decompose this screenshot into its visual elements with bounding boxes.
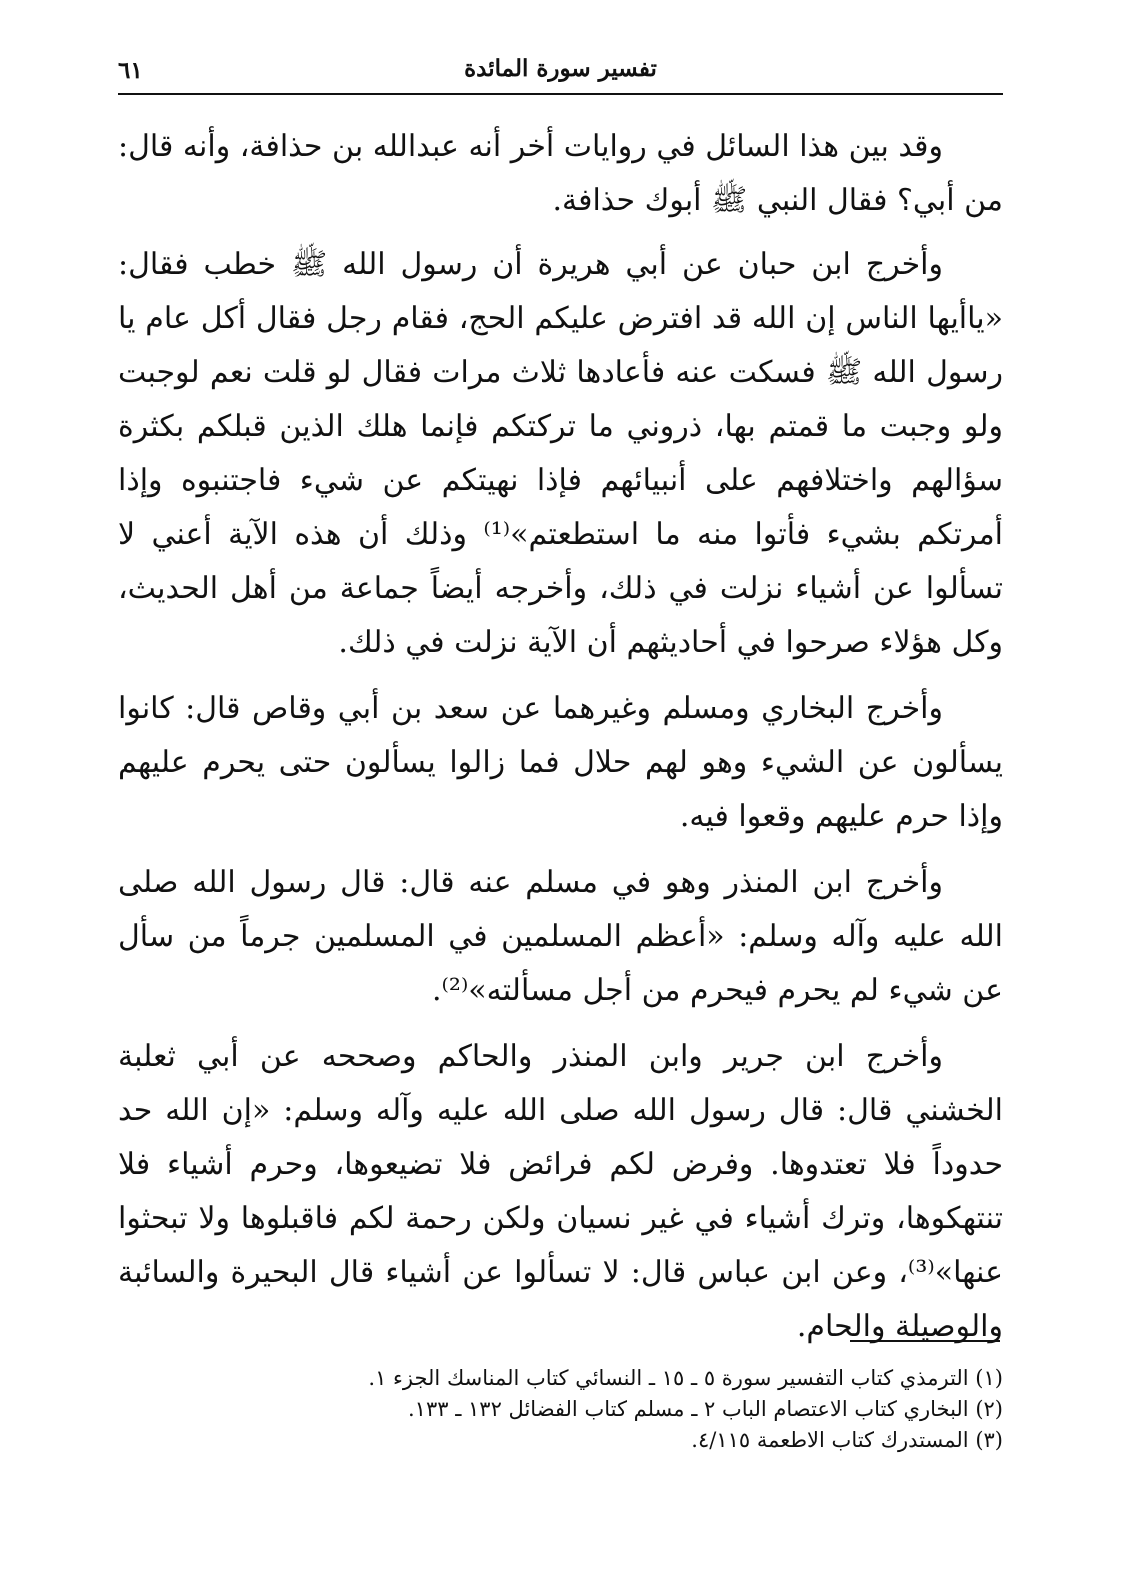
paragraph: وقد بين هذا السائل في روايات أخر أنه عبدالله بن حذافة، وأنه قال: من أبي؟ فقال النبي ﷺ أبوك حذافة.: [118, 129, 1003, 218]
footnote: (٣) المستدرك كتاب الاطعمة ٤/١١٥.: [691, 1428, 1003, 1452]
paragraph: وأخرج ابن المنذر وهو في مسلم عنه قال: قال رسول الله صلى الله عليه وآله وسلم: «أعظم المسلمين في المسلمين جرماً من سأل عن شيء لم يحرم فيحرم من أجل مسألته»⁽²⁾.: [118, 865, 1003, 1008]
footnotes: [118, 1363, 1003, 1456]
main-text: [118, 120, 1003, 1366]
footnote-divider: [850, 1340, 1000, 1342]
footnote: (٢) البخاري كتاب الاعتصام الباب ٢ ـ مسلم كتاب الفضائل ١٣٢ ـ ١٣٣.: [407, 1397, 1003, 1421]
paragraph: وأخرج ابن جرير وابن المنذر والحاكم وصححه عن أبي ثعلبة الخشني قال: قال رسول الله صلى الله عليه وآله وسلم: «إن الله حد حدوداً فلا تعتدوها. وفرض لكم فرائض فلا تضيعوها، وحرم أشياء فلا تنتهكوها، وترك أشياء في غير نسيان ولكن رحمة لكم فاقبلوها ولا تبحثوا عنها»⁽³⁾، وعن ابن عباس قال: لا تسألوا عن أشياء قال البحيرة والسائبة والوصيلة والحام.: [118, 1039, 1003, 1344]
paragraph: وأخرج ابن حبان عن أبي هريرة أن رسول الله ﷺ خطب فقال: «ياأيها الناس إن الله قد افترض عليكم الحج، فقام رجل فقال أكل عام يا رسول الله ﷺ فسكت عنه فأعادها ثلاث مرات فقال لو قلت نعم لوجبت ولو وجبت ما قمتم بها، ذروني ما تركتكم فإنما هلك الذين قبلكم بكثرة سؤالهم واختلافهم على أنبيائهم فإذا نهيتكم عن شيء فاجتنبوه وإذا أمرتكم بشيء فأتوا منه ما استطعتم»⁽¹⁾ وذلك أن هذه الآية أعني لا تسألوا عن أشياء نزلت في ذلك، وأخرجه أيضاً جماعة من أهل الحديث، وكل هؤلاء صرحوا في أحاديثهم أن الآية نزلت في ذلك.: [118, 247, 1003, 660]
header-divider: [118, 93, 1003, 95]
running-title: تفسير سورة المائدة: [464, 55, 657, 82]
footnote: (١) الترمذي كتاب التفسير سورة ٥ ـ ١٥ ـ النسائي كتاب المناسك الجزء ١.: [368, 1366, 1003, 1390]
page-number: ٦١: [118, 57, 143, 84]
paragraph: وأخرج البخاري ومسلم وغيرهما عن سعد بن أبي وقاص قال: كانوا يسألون عن الشيء وهو لهم حلال فما زالوا يسألون حتى يحرم عليهم وإذا حرم عليهم وقعوا فيه.: [118, 691, 1003, 834]
page-header: [118, 52, 1003, 92]
